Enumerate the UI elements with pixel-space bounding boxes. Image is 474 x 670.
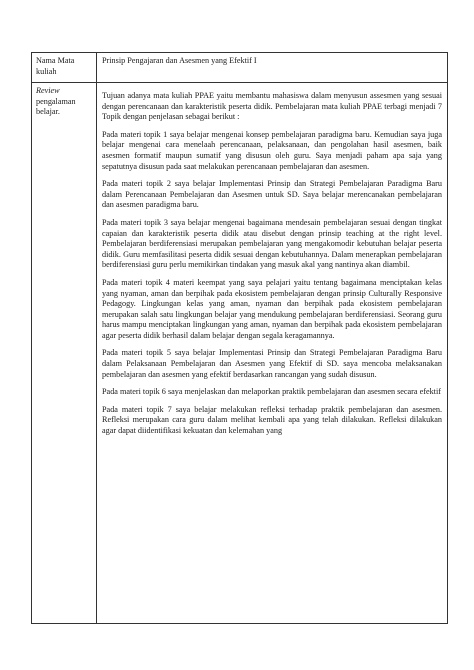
- paragraph-topic-5: Pada materi topik 5 saya belajar Implementasi Prinsip dan Strategi Pembelajaran Paradigma Baru dalam Pelaksanaan Pembelajaran dan Asesmen yang Efektif di SD. saya mencoba melaksanakan pembelajaran dan asesmen yang efektif berdasarkan rancangan yang sudah disusun.: [102, 348, 442, 379]
- review-content: [97, 83, 447, 447]
- paragraph-intro: Tujuan adanya mata kuliah PPAE yaitu membantu mahasiswa dalam menyusun assesmen yang sesuai dengan perencanaan dan karakteristik peserta didik. Pembelajaran mata kuliah PPAE terbagi menjadi 7 Topik dengan penjelasan sebagai berikut :: [102, 91, 442, 122]
- review-label-italic: Review: [36, 86, 60, 95]
- table-row-course-name: [32, 53, 448, 83]
- paragraph-topic-1: Pada materi topik 1 saya belajar mengenai konsep pembelajaran paradigma baru. Kemudian saya juga belajar mengenai cara menelaah perencanaan, pelaksanaan, dan pengolahan hasil asesmen, baik asesmen formatif maupun sumatif yang disusun oleh guru. Saya menjadi paham apa saja yang sepatutnya disusun pada saat melakukan perencanaan pembelajaran dan asesmen.: [102, 129, 442, 171]
- review-label-rest: pengalaman belajar.: [36, 96, 76, 117]
- cell-review-label: [32, 83, 97, 624]
- course-name-value: Prinsip Pengajaran dan Asesmen yang Efektif I: [102, 56, 257, 65]
- course-review-table: [31, 52, 448, 624]
- table-row-review: [32, 83, 448, 624]
- cell-review-content: [97, 83, 448, 624]
- paragraph-topic-3: Pada materi topik 3 saya belajar mengenai bagaimana mendesain pembelajaran sesuai dengan tingkat capaian dan karakteristik peserta didik atau disebut dengan prinsip teaching at the right level. Pembelajaran berdiferensiasi merupakan pembelajaran yang mengakomodir kebutuhan belajar peserta didik. Guru memfasilitasi peserta didik sesuai dengan kebutuhannya. Dalam menerapkan pembelajaran berdiferensiasi guru perlu memikirkan tindakan yang masuk akal yang nantinya akan diambil.: [102, 217, 442, 270]
- review-label: [32, 83, 96, 121]
- paragraph-topic-6: Pada materi topik 6 saya menjelaskan dan melaporkan praktik pembelajaran dan asesmen secara efektif: [102, 387, 441, 397]
- cell-course-name-value: [97, 53, 448, 83]
- course-name-label: Nama Mata kuliah: [36, 56, 75, 76]
- paragraph-topic-4: Pada materi topik 4 materi keempat yang saya pelajari yaitu tentang bagaimana menciptakan kelas yang nyaman, aman dan berpihak pada ekosistem pembelajaran dengan prinsip Culturally Responsive Pedagogy. Lingkungan kelas yang aman, nyaman dan berpihak pada ekosistem pembelajaran merupakan salah satu lingkungan belajar yang mendukung pembelajaran berdiferensiasi. Seorang guru harus mampu menciptakan lingkungan yang aman, nyaman dan berpihak pada ekosistem pembelajaran agar peserta didik berhasil dalam belajar dengan segala keragamannya.: [102, 277, 442, 340]
- cell-course-name-label: [32, 53, 97, 83]
- paragraph-topic-7: Pada materi topik 7 saya belajar melakukan refleksi terhadap praktik pembelajaran dan asesmen. Refleksi merupakan cara guru dalam melihat kembali apa yang telah dilakukan. Refleksi dilakukan agar dapat diidentifikasi kekuatan dan kelemahan yang: [102, 404, 442, 436]
- paragraph-topic-2: Pada materi topik 2 saya belajar Implementasi Prinsip dan Strategi Pembelajaran Paradigma Baru dalam Perencanaan Pembelajaran dan Asesmen untuk SD. Saya belajar merencanakan pembelajaran dan asesmen paradigma baru.: [102, 179, 442, 210]
